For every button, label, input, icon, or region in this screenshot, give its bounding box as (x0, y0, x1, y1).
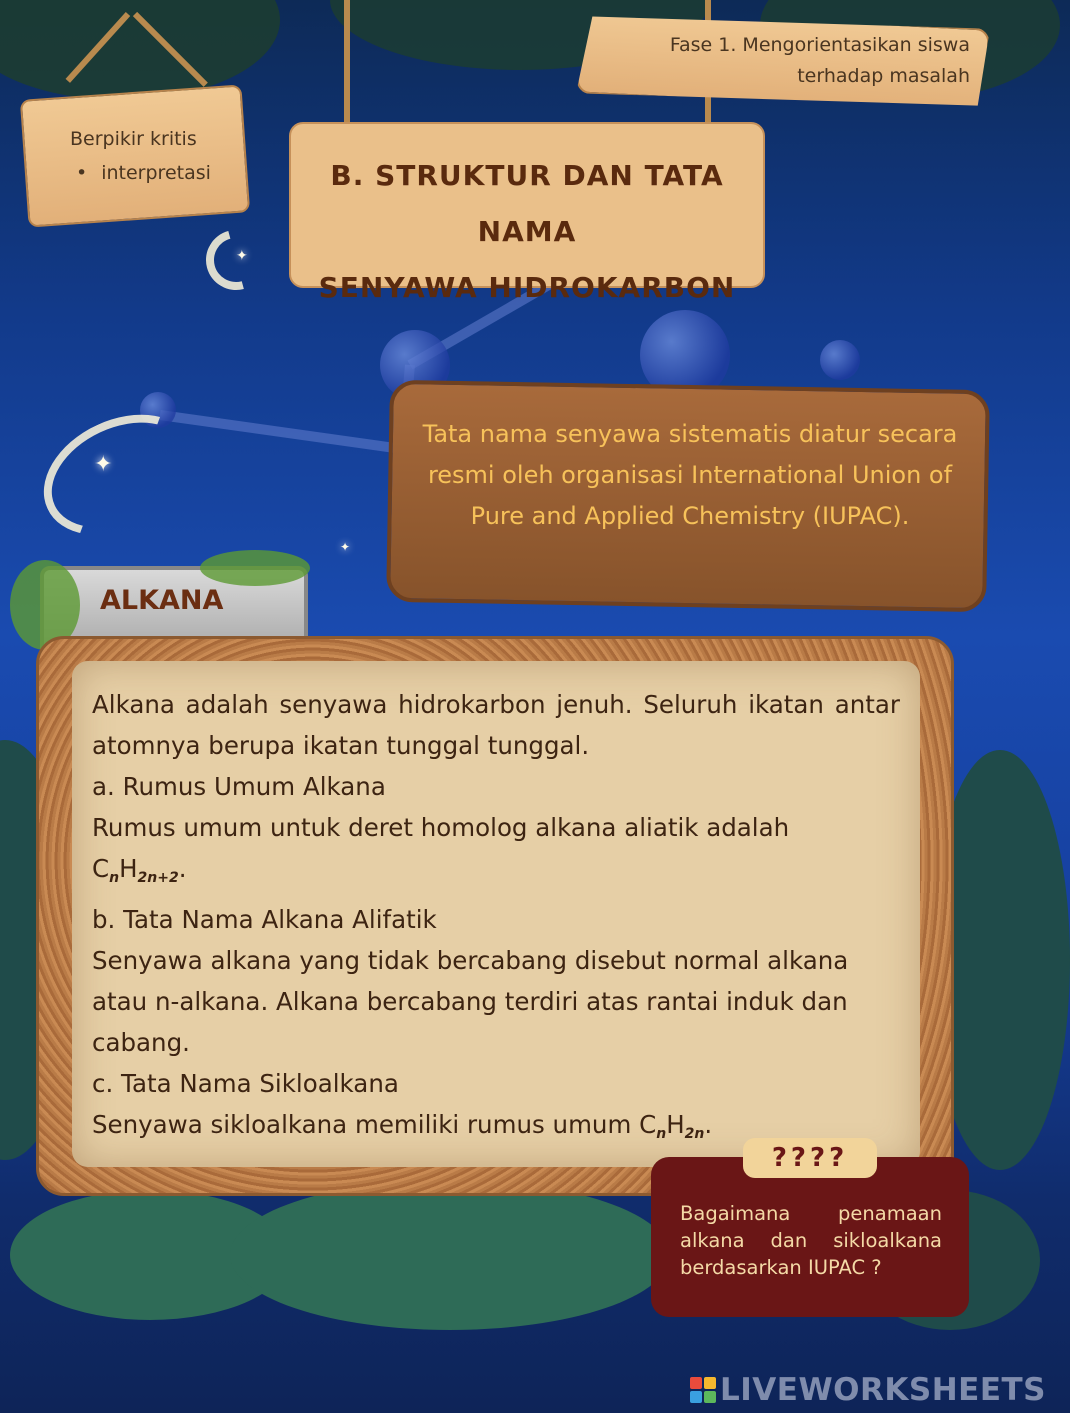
molecule-bond (159, 410, 408, 455)
thinking-bullet: • interpretasi (76, 162, 211, 184)
heading-b: b. Tata Nama Alkana Alifatik (92, 905, 437, 934)
vine-decor (200, 550, 310, 586)
paragraph-b: Senyawa alkana yang tidak bercabang disebut normal alkana atau n-alkana. Alkana bercabang terdiri atas rantai induk dan cabang. (92, 946, 849, 1057)
thinking-label (70, 122, 211, 190)
formula-general: $C_nH_{2n+2}$. (92, 854, 187, 886)
content-text (92, 684, 900, 1155)
question-text: Bagaimana penamaan alkana dan sikloalkana berdasarkan IUPAC ? (680, 1202, 942, 1279)
question-tag: ???? (743, 1138, 877, 1178)
phase-line-2: terhadap masalah (797, 65, 970, 87)
phase-line-1: Fase 1. Mengorientasikan siswa (669, 34, 970, 56)
section-label: ALKANA (100, 585, 224, 616)
liveworksheets-logo-icon (690, 1377, 716, 1403)
heading-a: a. Rumus Umum Alkana (92, 772, 386, 801)
watermark: LIVEWORKSHEETS (720, 1372, 1046, 1408)
thinking-title: Berpikir kritis (70, 128, 197, 150)
page-title (289, 148, 765, 316)
sparkle-star: ✦ (94, 452, 113, 477)
title-line-1: B. STRUKTUR DAN TATA NAMA (330, 159, 724, 248)
phase-label (600, 30, 970, 92)
title-line-2: SENYAWA HIDROKARBON (318, 271, 736, 304)
bush-bottom-mid (230, 1180, 670, 1330)
molecule-atom (820, 340, 860, 380)
paragraph-a: Rumus umum untuk deret homolog alkana aliatik adalah (92, 813, 790, 842)
heading-c: c. Tata Nama Sikloalkana (92, 1069, 399, 1098)
sparkle-star: ✦ (236, 248, 248, 264)
hanging-rope (344, 0, 350, 128)
iupac-note: Tata nama senyawa sistematis diatur secara resmi oleh organisasi International Union of Pure and Applied Chemistry (IUPAC). (422, 420, 958, 530)
paragraph-c: Senyawa sikloalkana memiliki rumus umum $C_nH_{2n}$. (92, 1110, 713, 1142)
intro-paragraph: Alkana adalah senyawa hidrokarbon jenuh. Seluruh ikatan antar atomnya berupa ikatan tunggal tunggal. (92, 690, 900, 760)
sparkle-star: ✦ (340, 540, 351, 554)
